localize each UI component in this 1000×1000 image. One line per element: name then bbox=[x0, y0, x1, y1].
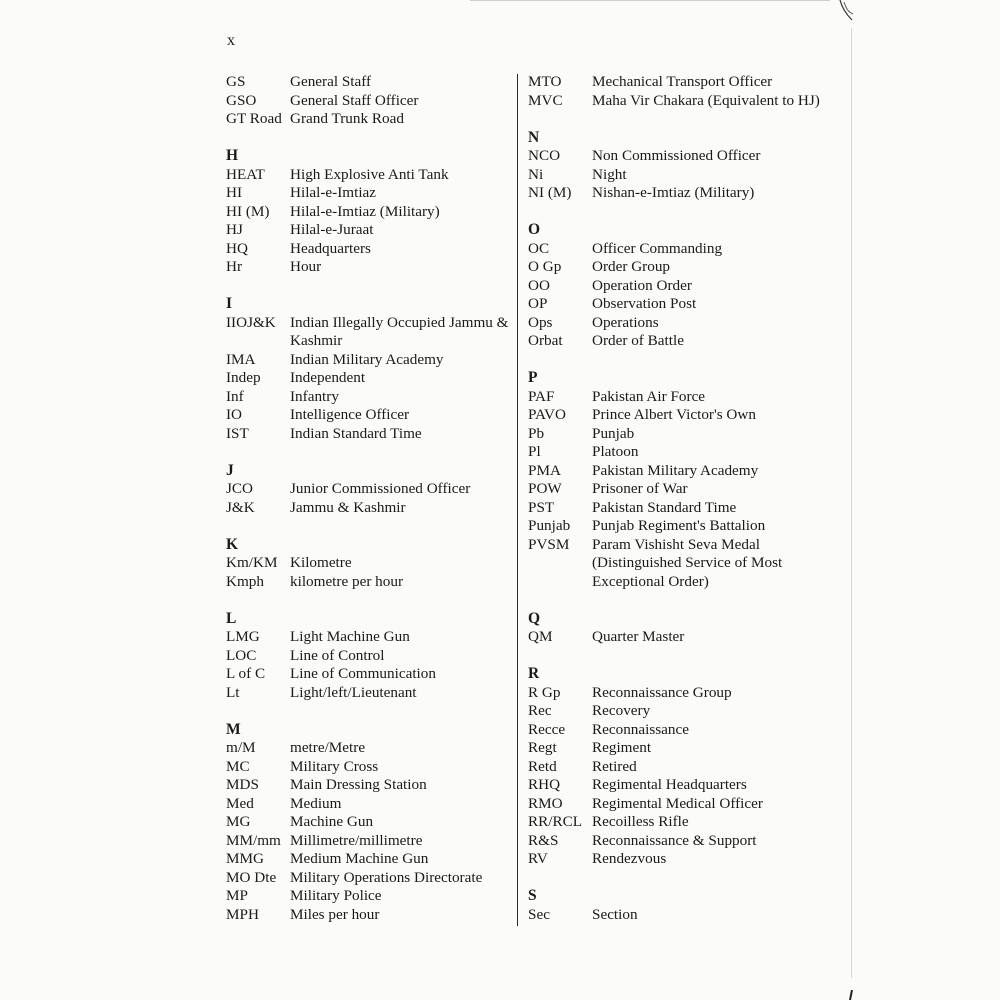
abbreviation-section bbox=[528, 665, 848, 869]
abbreviation: MG bbox=[226, 813, 251, 830]
abbreviation-entry bbox=[226, 869, 514, 888]
abbreviation-entry bbox=[226, 647, 514, 666]
abbreviation-entry bbox=[528, 906, 848, 925]
abbreviation: PST bbox=[528, 498, 555, 516]
abbreviation-entry bbox=[226, 906, 514, 925]
abbreviation-meaning: Miles per hour bbox=[290, 905, 380, 923]
abbreviation-entry bbox=[528, 92, 848, 111]
abbreviation-meaning: Quarter Master bbox=[592, 628, 685, 645]
abbreviation: GS bbox=[226, 73, 246, 90]
abbreviation-meaning: Line of Control bbox=[290, 646, 385, 664]
abbreviation: MC bbox=[226, 757, 250, 775]
abbreviation-meaning: Order of Battle bbox=[592, 332, 684, 349]
abbreviation: R&S bbox=[528, 831, 559, 849]
abbreviation-meaning: Military Cross bbox=[290, 757, 379, 775]
abbreviation: PAF bbox=[528, 387, 555, 405]
abbreviation-meaning: Order Group bbox=[592, 258, 671, 275]
section-letter: M bbox=[226, 720, 241, 738]
abbreviation-meaning: Headquarters bbox=[290, 239, 371, 257]
abbreviation: QM bbox=[528, 628, 553, 645]
abbreviation-entry bbox=[528, 499, 848, 518]
abbreviation: PMA bbox=[528, 461, 561, 479]
abbreviation-entry bbox=[226, 832, 514, 851]
abbreviation: Ni bbox=[528, 165, 544, 183]
abbreviation-meaning: Jammu & Kashmir bbox=[290, 498, 406, 516]
abbreviation-entry bbox=[226, 795, 514, 814]
abbreviation-entry bbox=[226, 628, 514, 647]
abbreviation-entry bbox=[528, 776, 848, 795]
section-letter: H bbox=[226, 147, 239, 164]
abbreviation-section bbox=[226, 147, 514, 277]
section-letter: L bbox=[226, 609, 237, 627]
abbreviation: MP bbox=[226, 887, 248, 904]
abbreviation-entry bbox=[226, 425, 514, 444]
abbreviation-meaning: Line of Communication bbox=[290, 665, 436, 682]
section-letter: N bbox=[528, 128, 540, 146]
abbreviation: Retd bbox=[528, 757, 557, 775]
abbreviation-entry bbox=[528, 277, 848, 296]
abbreviation: NI (M) bbox=[528, 184, 572, 201]
abbreviation: RMO bbox=[528, 794, 563, 812]
abbreviation-entry bbox=[528, 462, 848, 481]
abbreviation-meaning: Prisoner of War bbox=[592, 480, 688, 497]
abbreviation-meaning: Reconnaissance & Support bbox=[592, 831, 757, 849]
abbreviation: IIOJ&K bbox=[226, 313, 276, 331]
abbreviation-entry bbox=[528, 684, 848, 703]
abbreviation-meaning: Nishan-e-Imtiaz (Military) bbox=[592, 184, 755, 201]
abbreviation: LOC bbox=[226, 646, 257, 664]
abbreviation-meaning: High Explosive Anti Tank bbox=[290, 165, 449, 183]
abbreviation-meaning: Non Commissioned Officer bbox=[592, 147, 761, 164]
section-letter: Q bbox=[528, 609, 541, 627]
abbreviation-meaning: Medium Machine Gun bbox=[290, 850, 429, 867]
abbreviation-meaning: Officer Commanding bbox=[592, 239, 723, 257]
abbreviation-entry bbox=[528, 184, 848, 203]
abbreviation-meaning: Recovery bbox=[592, 702, 651, 719]
abbreviation: Indep bbox=[226, 369, 261, 386]
abbreviation-entry bbox=[226, 684, 514, 703]
abbreviation: MVC bbox=[528, 91, 563, 109]
abbreviation: MPH bbox=[226, 905, 259, 923]
abbreviation: O Gp bbox=[528, 258, 562, 275]
abbreviation-entry bbox=[528, 388, 848, 407]
abbreviation: Sec bbox=[528, 905, 550, 923]
abbreviation: IMA bbox=[226, 350, 256, 368]
abbreviation: Orbat bbox=[528, 332, 563, 349]
abbreviation-meaning: Light/left/Lieutenant bbox=[290, 683, 417, 701]
abbreviation-entry bbox=[528, 425, 848, 444]
abbreviation-entry bbox=[528, 813, 848, 832]
abbreviation-section bbox=[226, 73, 514, 129]
abbreviation-meaning: Military Police bbox=[290, 887, 382, 904]
abbreviation: HQ bbox=[226, 239, 248, 257]
abbreviation-meaning: Punjab Regiment's Battalion bbox=[592, 517, 766, 534]
abbreviation-meaning: Pakistan Air Force bbox=[592, 387, 706, 405]
page-number: x bbox=[227, 32, 235, 49]
abbreviation: MDS bbox=[226, 776, 259, 793]
abbreviation-section bbox=[226, 462, 514, 518]
abbreviation-entry bbox=[528, 702, 848, 721]
abbreviation-meaning: kilometre per hour bbox=[290, 572, 404, 590]
abbreviation-meaning: Regiment bbox=[592, 739, 652, 756]
section-letter: J bbox=[226, 461, 234, 479]
abbreviation: IST bbox=[226, 424, 249, 442]
abbreviation-meaning: Medium bbox=[290, 794, 342, 812]
abbreviation-meaning: Regimental Medical Officer bbox=[592, 794, 763, 812]
abbreviations-left-column bbox=[226, 73, 514, 943]
abbreviation: Kmph bbox=[226, 572, 264, 590]
abbreviation: L of C bbox=[226, 665, 266, 682]
abbreviation: Pb bbox=[528, 424, 545, 442]
abbreviation: MTO bbox=[528, 73, 562, 90]
abbreviation: Inf bbox=[226, 387, 244, 405]
abbreviation-entry bbox=[226, 776, 514, 795]
abbreviation: Lt bbox=[226, 683, 240, 701]
abbreviation-meaning: Observation Post bbox=[592, 295, 697, 312]
abbreviation-meaning: Operation Order bbox=[592, 276, 692, 294]
abbreviation-meaning: Machine Gun bbox=[290, 813, 374, 830]
abbreviation: Hr bbox=[226, 258, 243, 275]
abbreviation: NCO bbox=[528, 147, 561, 164]
section-letter: K bbox=[226, 535, 239, 553]
abbreviation-meaning: Millimetre/millimetre bbox=[290, 831, 423, 849]
abbreviation-meaning: Independent bbox=[290, 369, 366, 386]
abbreviation-entry bbox=[226, 739, 514, 758]
abbreviation-section bbox=[528, 369, 848, 591]
abbreviation-entry bbox=[528, 850, 848, 869]
abbreviation: J&K bbox=[226, 498, 255, 516]
abbreviation-meaning: Indian Standard Time bbox=[290, 424, 422, 442]
abbreviation-entry bbox=[226, 314, 514, 351]
abbreviation-meaning: Recoilless Rifle bbox=[592, 813, 689, 830]
abbreviation: POW bbox=[528, 480, 562, 497]
abbreviation-meaning: Section bbox=[592, 905, 638, 923]
abbreviation-meaning: Night bbox=[592, 165, 627, 183]
abbreviation: Recce bbox=[528, 720, 566, 738]
abbreviation-section bbox=[226, 721, 514, 925]
abbreviation-meaning: Grand Trunk Road bbox=[290, 110, 404, 127]
abbreviation: HI bbox=[226, 184, 243, 201]
abbreviation-section bbox=[226, 536, 514, 592]
page-edge-right bbox=[851, 28, 853, 978]
abbreviation-meaning: Indian Illegally Occupied Jammu & Kashmir bbox=[290, 313, 509, 349]
abbreviation-entry bbox=[528, 295, 848, 314]
abbreviation-meaning: Hilal-e-Imtiaz (Military) bbox=[290, 202, 440, 220]
abbreviation-entry bbox=[528, 147, 848, 166]
abbreviation-entry bbox=[226, 221, 514, 240]
abbreviation: MO Dte bbox=[226, 868, 277, 886]
abbreviation-entry bbox=[226, 406, 514, 425]
abbreviation: LMG bbox=[226, 628, 260, 645]
abbreviation-entry bbox=[226, 110, 514, 129]
section-letter: R bbox=[528, 665, 540, 682]
abbreviation: MM/mm bbox=[226, 831, 281, 849]
abbreviation-meaning: Indian Military Academy bbox=[290, 350, 444, 368]
abbreviation: m/M bbox=[226, 739, 256, 756]
abbreviation-meaning: Rendezvous bbox=[592, 850, 667, 867]
abbreviation-entry bbox=[226, 351, 514, 370]
page-corner-curl bbox=[838, 0, 854, 26]
abbreviation-entry bbox=[528, 832, 848, 851]
abbreviation-section bbox=[528, 129, 848, 203]
abbreviation-entry bbox=[226, 240, 514, 259]
abbreviation: HJ bbox=[226, 221, 243, 238]
abbreviation-entry bbox=[528, 536, 848, 592]
abbreviation-entry bbox=[226, 92, 514, 111]
abbreviation: GSO bbox=[226, 91, 257, 109]
abbreviation-meaning: Operations bbox=[592, 313, 659, 331]
abbreviation-meaning: Param Vishisht Seva Medal (Distinguished Service of Most Exceptional Order) bbox=[592, 535, 783, 590]
abbreviation: Km/KM bbox=[226, 554, 278, 571]
abbreviation: RHQ bbox=[528, 776, 561, 793]
abbreviation-section bbox=[528, 887, 848, 924]
abbreviation: RV bbox=[528, 850, 548, 867]
abbreviation-entry bbox=[226, 184, 514, 203]
abbreviation-meaning: General Staff Officer bbox=[290, 91, 419, 109]
abbreviation-entry bbox=[528, 314, 848, 333]
abbreviation: PVSM bbox=[528, 535, 570, 553]
abbreviation-entry bbox=[528, 758, 848, 777]
abbreviation: Rec bbox=[528, 702, 552, 719]
abbreviation-entry bbox=[226, 73, 514, 92]
abbreviation-entry bbox=[226, 203, 514, 222]
abbreviation-meaning: metre/Metre bbox=[290, 739, 366, 756]
abbreviation-entry bbox=[226, 499, 514, 518]
abbreviation-section bbox=[528, 73, 848, 110]
abbreviation-meaning: Hilal-e-Juraat bbox=[290, 221, 374, 238]
abbreviation-meaning: Regimental Headquarters bbox=[592, 776, 747, 793]
abbreviations-right-column bbox=[528, 73, 848, 943]
abbreviation-meaning: General Staff bbox=[290, 73, 372, 90]
section-letter: P bbox=[528, 369, 538, 386]
page-edge-top bbox=[470, 0, 830, 3]
abbreviation-meaning: Junior Commissioned Officer bbox=[290, 480, 471, 497]
abbreviation-entry bbox=[528, 166, 848, 185]
abbreviation-entry bbox=[528, 258, 848, 277]
abbreviation: IO bbox=[226, 406, 243, 423]
abbreviation-meaning: Infantry bbox=[290, 387, 339, 405]
abbreviation-meaning: Kilometre bbox=[290, 554, 352, 571]
abbreviation-entry bbox=[528, 721, 848, 740]
abbreviation-entry bbox=[226, 850, 514, 869]
abbreviation-entry bbox=[528, 73, 848, 92]
abbreviation-meaning: Hour bbox=[290, 258, 322, 275]
abbreviation: OO bbox=[528, 276, 550, 294]
abbreviation-entry bbox=[528, 332, 848, 351]
abbreviation-meaning: Intelligence Officer bbox=[290, 406, 410, 423]
abbreviation-entry bbox=[226, 369, 514, 388]
abbreviation-meaning: Reconnaissance Group bbox=[592, 683, 732, 701]
abbreviation-entry bbox=[528, 406, 848, 425]
abbreviation-entry bbox=[226, 480, 514, 499]
abbreviation: OP bbox=[528, 295, 548, 312]
abbreviation-entry bbox=[528, 739, 848, 758]
abbreviation-entry bbox=[226, 758, 514, 777]
abbreviation-entry bbox=[226, 813, 514, 832]
abbreviation-entry bbox=[226, 388, 514, 407]
abbreviation-meaning: Platoon bbox=[592, 443, 639, 460]
abbreviation-entry bbox=[528, 480, 848, 499]
column-divider bbox=[517, 74, 518, 926]
abbreviation-meaning: Pakistan Military Academy bbox=[592, 461, 759, 479]
abbreviation: GT Road bbox=[226, 110, 282, 127]
abbreviation-entry bbox=[226, 258, 514, 277]
abbreviation: HEAT bbox=[226, 165, 265, 183]
abbreviation-meaning: Reconnaissance bbox=[592, 720, 689, 738]
abbreviation-entry bbox=[226, 573, 514, 592]
abbreviation-meaning: Hilal-e-Imtiaz bbox=[290, 184, 377, 201]
abbreviation-section bbox=[528, 610, 848, 647]
abbreviation: Ops bbox=[528, 313, 553, 331]
abbreviation: Regt bbox=[528, 739, 557, 756]
abbreviation-section bbox=[528, 221, 848, 351]
abbreviation: OC bbox=[528, 239, 550, 257]
abbreviation-meaning: Pakistan Standard Time bbox=[592, 498, 737, 516]
abbreviation-entry bbox=[528, 517, 848, 536]
abbreviation-entry bbox=[528, 795, 848, 814]
abbreviation-meaning: Maha Vir Chakara (Equivalent to HJ) bbox=[592, 91, 820, 109]
abbreviation-meaning: Punjab bbox=[592, 424, 635, 442]
abbreviation-entry bbox=[528, 628, 848, 647]
abbreviation-meaning: Prince Albert Victor's Own bbox=[592, 406, 756, 423]
abbreviation-meaning: Light Machine Gun bbox=[290, 628, 410, 645]
abbreviation: PAVO bbox=[528, 406, 566, 423]
abbreviation-entry bbox=[226, 665, 514, 684]
abbreviation: JCO bbox=[226, 480, 254, 497]
abbreviation-section bbox=[226, 295, 514, 443]
abbreviation-meaning: Retired bbox=[592, 757, 637, 775]
section-letter: O bbox=[528, 221, 541, 238]
abbreviation: Pl bbox=[528, 443, 541, 460]
abbreviation-entry bbox=[528, 240, 848, 259]
page-corner-mark bbox=[846, 990, 854, 1000]
abbreviation-meaning: Mechanical Transport Officer bbox=[592, 73, 773, 90]
abbreviation-meaning: Military Operations Directorate bbox=[290, 868, 483, 886]
section-letter: S bbox=[528, 887, 537, 904]
abbreviation: MMG bbox=[226, 850, 264, 867]
abbreviation-section bbox=[226, 610, 514, 703]
abbreviation-entry bbox=[226, 166, 514, 185]
abbreviation-entry bbox=[528, 443, 848, 462]
abbreviation: R Gp bbox=[528, 683, 561, 701]
abbreviation: Med bbox=[226, 794, 254, 812]
abbreviation: Punjab bbox=[528, 517, 571, 534]
abbreviation-entry bbox=[226, 554, 514, 573]
abbreviation-meaning: Main Dressing Station bbox=[290, 776, 427, 793]
abbreviation: HI (M) bbox=[226, 202, 270, 220]
abbreviation: RR/RCL bbox=[528, 813, 583, 830]
section-letter: I bbox=[226, 295, 233, 312]
abbreviation-entry bbox=[226, 887, 514, 906]
